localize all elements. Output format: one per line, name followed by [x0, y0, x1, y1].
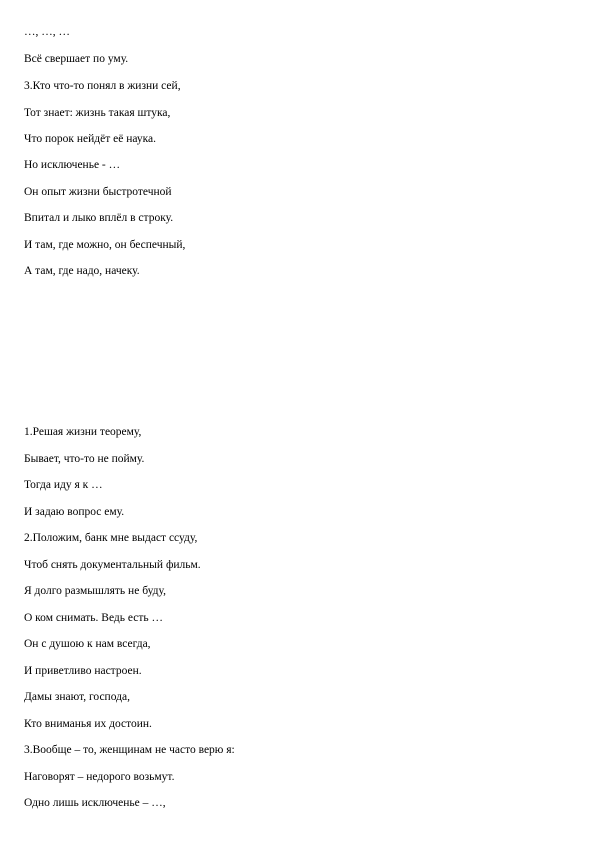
poem-b-line: Он с душою к нам всегда,	[24, 638, 151, 650]
poem-b-line: Одно лишь исключенье – …,	[24, 797, 166, 809]
poem-b-line: Тогда иду я к …	[24, 479, 103, 491]
poem-a-line: Но исключенье - …	[24, 159, 121, 171]
poem-a-line: Тот знает: жизнь такая штука,	[24, 107, 171, 119]
poem-a-line: Он опыт жизни быстротечной	[24, 186, 172, 198]
poem-a-line: Впитал и лыко вплёл в строку.	[24, 212, 174, 224]
poem-b-line: Бывает, что-то не пойму.	[24, 453, 145, 465]
poem-b-line: 1.Решая жизни теорему,	[24, 426, 142, 438]
poem-b-line: И задаю вопрос ему.	[24, 506, 125, 518]
poem-b-line: Дамы знают, господа,	[24, 691, 130, 703]
poem-a-line: И там, где можно, он беспечный,	[24, 239, 186, 251]
poem-b-line: Кто вниманья их достоин.	[24, 718, 152, 730]
poem-a-line: Всё свершает по уму.	[24, 53, 129, 65]
poem-a-line: А там, где надо, начеку.	[24, 265, 140, 277]
poem-a-line: …, …, …	[24, 26, 70, 38]
poem-b-line: 2.Положим, банк мне выдаст ссуду,	[24, 532, 198, 544]
poem-b-line: Чтоб снять документальный фильм.	[24, 559, 201, 571]
poem-a-line: Что порок нейдёт её наука.	[24, 133, 157, 145]
poem-b-line: Я долго размышлять не буду,	[24, 585, 166, 597]
poem-b-line: Наговорят – недорого возьмут.	[24, 771, 175, 783]
poem-b-line: О ком снимать. Ведь есть …	[24, 612, 164, 624]
poem-b-line: 3.Вообще – то, женщинам не часто верю я:	[24, 744, 235, 756]
poem-b-line: И приветливо настроен.	[24, 665, 142, 677]
poem-a-line: 3.Кто что-то понял в жизни сей,	[24, 80, 181, 92]
